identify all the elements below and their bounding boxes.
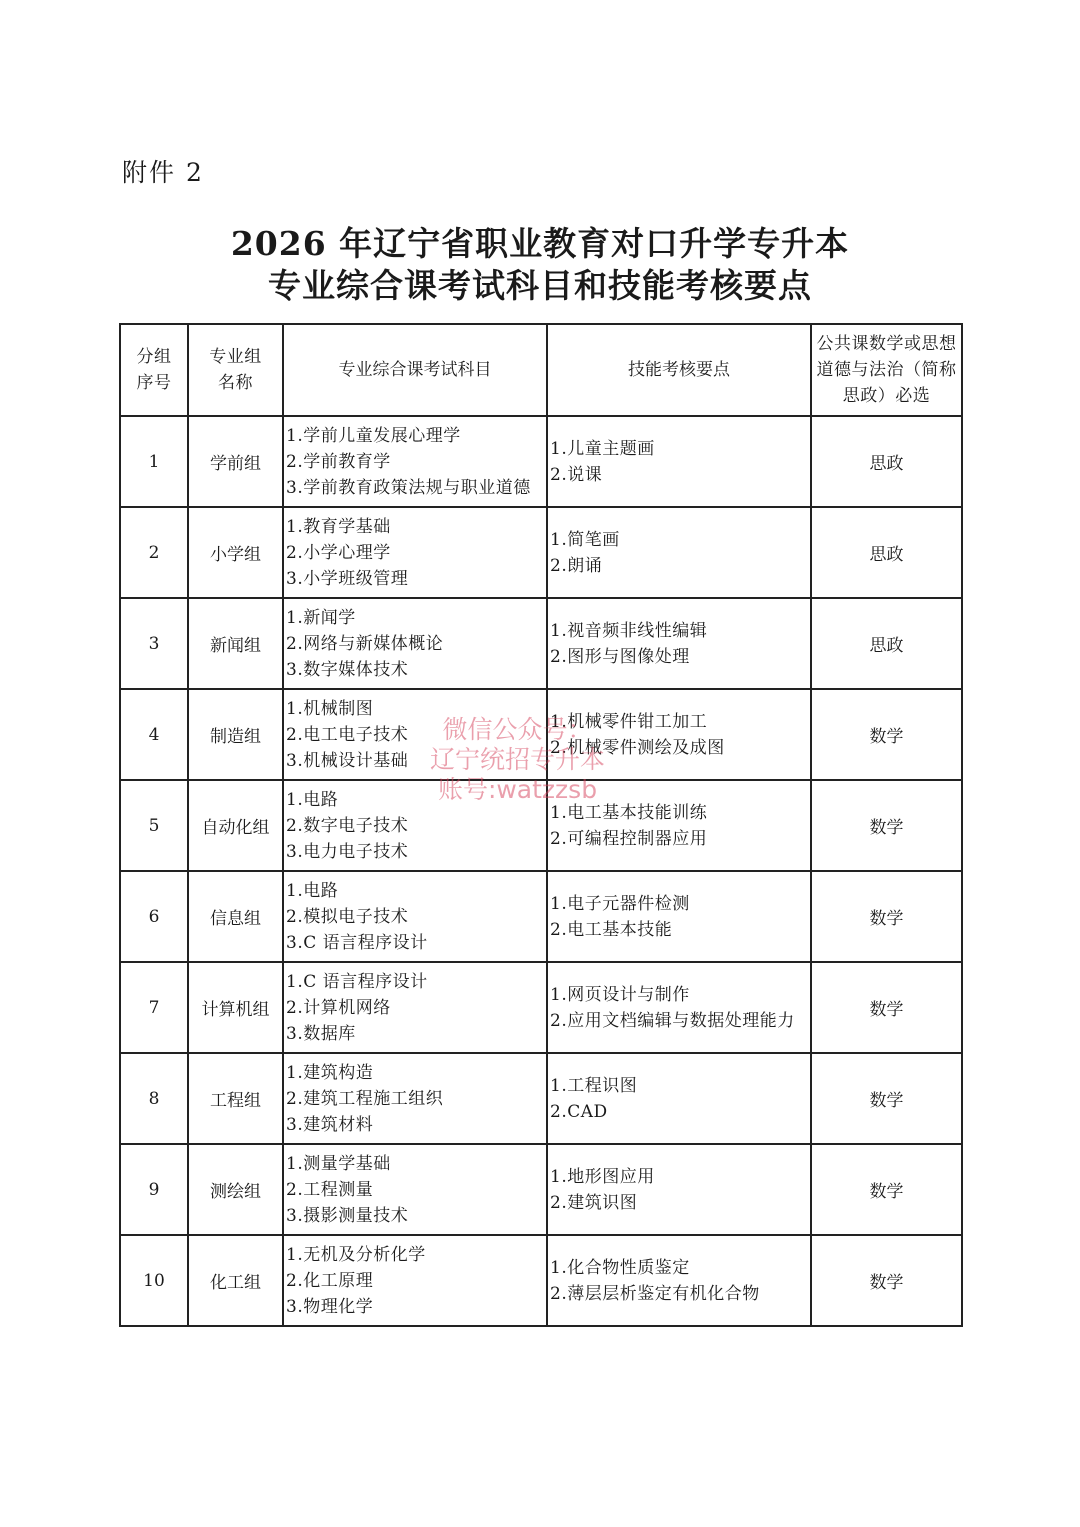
cell-public: 数学	[811, 1144, 962, 1235]
skill-item: 1.简笔画	[550, 529, 620, 550]
subject-item: 2.工程测量	[286, 1179, 374, 1200]
cell-skills	[547, 1053, 811, 1144]
cell-seq: 9	[120, 1144, 188, 1235]
subject-item: 2.学前教育学	[286, 451, 391, 472]
cell-seq: 2	[120, 507, 188, 598]
skill-item: 2.应用文档编辑与数据处理能力	[550, 1010, 795, 1031]
watermark-line: 辽宁统招专升本	[430, 745, 606, 774]
skill-item: 1.视音频非线性编辑	[550, 620, 708, 641]
cell-subjects	[283, 1144, 547, 1235]
skill-item: 2.电工基本技能	[550, 919, 673, 940]
subject-item: 1.学前儿童发展心理学	[286, 425, 461, 446]
table-row	[120, 1235, 962, 1326]
cell-group: 化工组	[188, 1235, 283, 1326]
cell-public: 思政	[811, 507, 962, 598]
skill-item: 1.机械零件钳工加工	[550, 711, 708, 732]
watermark-line: 账号:watzzsb	[437, 775, 598, 804]
header-group	[188, 324, 283, 416]
subject-item: 2.网络与新媒体概论	[286, 633, 444, 654]
skill-item: 2.说课	[550, 464, 603, 485]
subject-item: 3.数字媒体技术	[286, 659, 409, 680]
cell-public: 思政	[811, 598, 962, 689]
header-seq-line: 分组	[136, 347, 172, 367]
cell-group: 自动化组	[188, 780, 283, 871]
cell-skills	[547, 416, 811, 507]
cell-public: 数学	[811, 1053, 962, 1144]
header-group-line: 名称	[218, 373, 253, 393]
subject-item: 3.C 语言程序设计	[286, 932, 428, 953]
skill-item: 1.工程识图	[550, 1075, 638, 1096]
skill-item: 1.地形图应用	[550, 1166, 655, 1187]
skill-item: 2.图形与图像处理	[550, 646, 690, 667]
table-header-row	[120, 324, 962, 416]
header-public-line: 思政）必选	[842, 386, 931, 406]
subject-item: 3.数据库	[286, 1023, 356, 1044]
header-public	[811, 324, 962, 416]
subject-item: 3.摄影测量技术	[286, 1205, 409, 1226]
skill-item: 2.机械零件测绘及成图	[550, 737, 725, 758]
cell-subjects	[283, 962, 547, 1053]
attachment-label: 附件 2	[122, 158, 204, 187]
skill-item: 2.薄层层析鉴定有机化合物	[550, 1283, 760, 1304]
cell-public: 数学	[811, 689, 962, 780]
header-skills: 技能考核要点	[547, 324, 811, 416]
cell-group: 学前组	[188, 416, 283, 507]
subject-item: 3.小学班级管理	[286, 568, 409, 589]
subject-item: 2.模拟电子技术	[286, 906, 409, 927]
cell-subjects	[283, 871, 547, 962]
document-title-line2: 专业综合课考试科目和技能考核要点	[268, 266, 812, 305]
subject-item: 3.物理化学	[286, 1296, 374, 1317]
header-public-line: 公共课数学或思想	[816, 334, 957, 354]
cell-skills	[547, 1144, 811, 1235]
subject-item: 2.电工电子技术	[286, 724, 409, 745]
cell-subjects	[283, 780, 547, 871]
exam-subjects-table	[119, 323, 963, 1327]
skill-item: 2.朗诵	[550, 555, 603, 576]
subject-item: 2.建筑工程施工组织	[286, 1088, 444, 1109]
cell-subjects	[283, 598, 547, 689]
cell-seq: 8	[120, 1053, 188, 1144]
table-row	[120, 780, 962, 871]
subject-item: 1.测量学基础	[286, 1153, 391, 1174]
subject-item: 1.C 语言程序设计	[286, 971, 428, 992]
subject-item: 1.新闻学	[286, 607, 356, 628]
subject-item: 3.建筑材料	[286, 1114, 374, 1135]
skill-item: 2.可编程控制器应用	[550, 828, 708, 849]
skill-item: 1.电子元器件检测	[550, 893, 690, 914]
header-seq	[120, 324, 188, 416]
skill-item: 2.CAD	[550, 1101, 608, 1122]
table-body	[120, 416, 962, 1326]
cell-skills	[547, 507, 811, 598]
cell-skills	[547, 962, 811, 1053]
subject-item: 1.无机及分析化学	[286, 1244, 426, 1265]
skill-item: 1.网页设计与制作	[550, 984, 690, 1005]
cell-skills	[547, 871, 811, 962]
cell-group: 测绘组	[188, 1144, 283, 1235]
skill-item: 1.儿童主题画	[550, 438, 655, 459]
header-subjects: 专业综合课考试科目	[283, 324, 547, 416]
cell-seq: 3	[120, 598, 188, 689]
cell-public: 数学	[811, 1235, 962, 1326]
document-title-line1: 2026 年辽宁省职业教育对口升学专升本	[230, 224, 850, 263]
header-seq-line: 序号	[136, 373, 172, 393]
skill-item: 2.建筑识图	[550, 1192, 638, 1213]
cell-public: 数学	[811, 780, 962, 871]
table-row	[120, 416, 962, 507]
watermark-line: 微信公众号：	[442, 715, 593, 744]
cell-skills	[547, 1235, 811, 1326]
cell-subjects	[283, 416, 547, 507]
subject-item: 1.建筑构造	[286, 1062, 374, 1083]
table-row	[120, 1053, 962, 1144]
table-row	[120, 689, 962, 780]
table-row	[120, 507, 962, 598]
subject-item: 1.教育学基础	[286, 516, 391, 537]
cell-group: 新闻组	[188, 598, 283, 689]
cell-public: 数学	[811, 871, 962, 962]
cell-group: 小学组	[188, 507, 283, 598]
cell-public: 思政	[811, 416, 962, 507]
cell-public: 数学	[811, 962, 962, 1053]
cell-seq: 5	[120, 780, 188, 871]
cell-seq: 4	[120, 689, 188, 780]
cell-skills	[547, 689, 811, 780]
skill-item: 1.化合物性质鉴定	[550, 1257, 690, 1278]
subject-item: 1.电路	[286, 789, 339, 810]
subject-item: 1.电路	[286, 880, 339, 901]
table-row	[120, 871, 962, 962]
header-group-line: 专业组	[209, 347, 262, 367]
table-row	[120, 1144, 962, 1235]
subject-item: 2.计算机网络	[286, 997, 391, 1018]
cell-seq: 7	[120, 962, 188, 1053]
cell-group: 工程组	[188, 1053, 283, 1144]
cell-seq: 1	[120, 416, 188, 507]
cell-skills	[547, 598, 811, 689]
subject-item: 3.机械设计基础	[286, 750, 409, 771]
cell-seq: 6	[120, 871, 188, 962]
cell-subjects	[283, 689, 547, 780]
subject-item: 2.小学心理学	[286, 542, 391, 563]
table-row	[120, 962, 962, 1053]
cell-seq: 10	[120, 1235, 188, 1326]
subject-item: 3.学前教育政策法规与职业道德	[286, 477, 531, 498]
cell-group: 信息组	[188, 871, 283, 962]
cell-subjects	[283, 1235, 547, 1326]
cell-group: 计算机组	[188, 962, 283, 1053]
cell-group: 制造组	[188, 689, 283, 780]
subject-item: 2.数字电子技术	[286, 815, 409, 836]
cell-subjects	[283, 1053, 547, 1144]
cell-skills	[547, 780, 811, 871]
header-public-line: 道德与法治（简称	[816, 360, 957, 380]
subject-item: 2.化工原理	[286, 1270, 374, 1291]
skill-item: 1.电工基本技能训练	[550, 802, 708, 823]
subject-item: 1.机械制图	[286, 698, 374, 719]
table-row	[120, 598, 962, 689]
cell-subjects	[283, 507, 547, 598]
subject-item: 3.电力电子技术	[286, 841, 409, 862]
